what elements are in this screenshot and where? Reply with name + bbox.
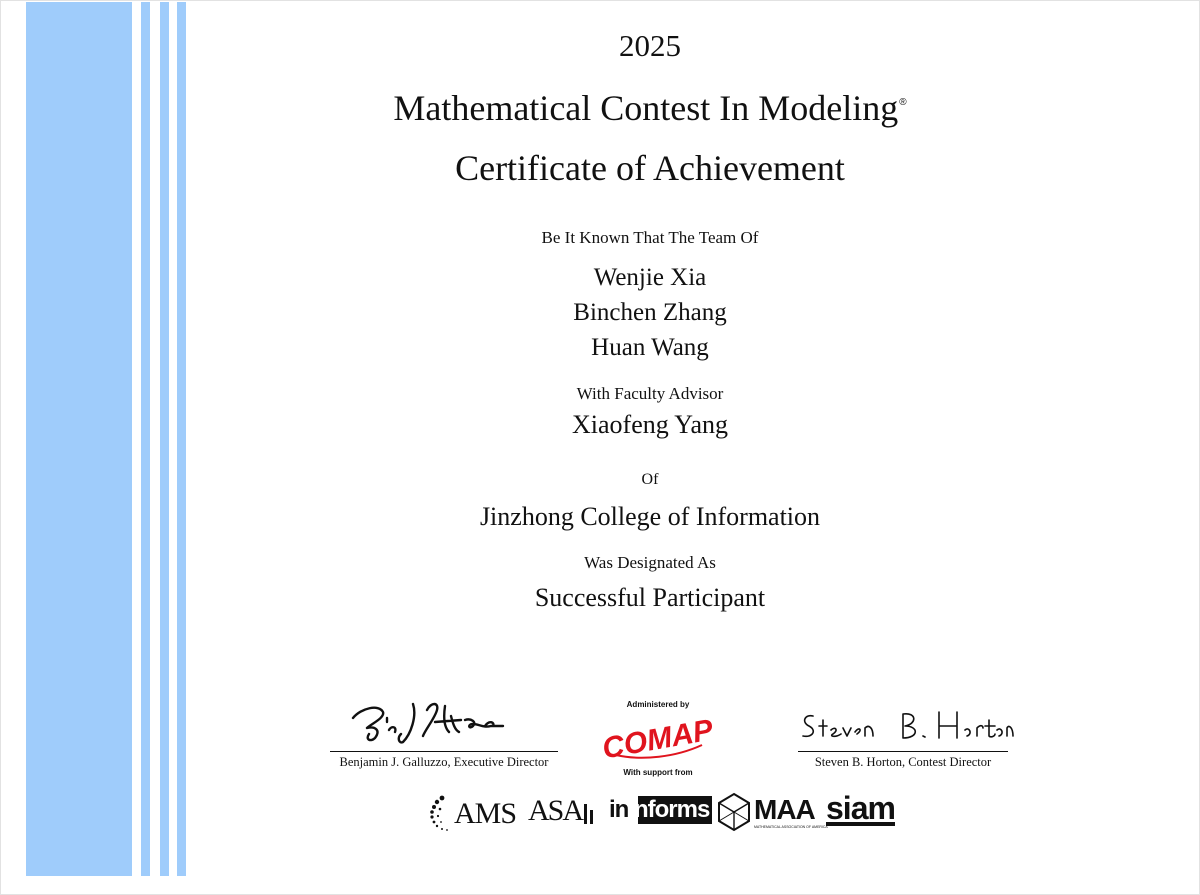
- siam-logo: [826, 790, 895, 826]
- designation-name: Successful Participant: [534, 583, 766, 612]
- of-label: Of: [641, 471, 659, 488]
- registered-mark: ®: [899, 97, 907, 108]
- contest-title: [300, 87, 1000, 129]
- support-label: With support from: [623, 768, 693, 777]
- contest-title-text: Mathematical Contest In Modeling: [393, 88, 899, 128]
- maa-polyhedron-icon: [716, 792, 752, 832]
- ams-dots-icon: [428, 794, 452, 834]
- executive-director-signature-block: [327, 696, 561, 770]
- comap-logo-text: COMAP: [599, 713, 716, 766]
- decorative-stripe-wide: [26, 2, 132, 876]
- informs-text: ininforms: [606, 796, 712, 824]
- maa-logo: [716, 792, 828, 832]
- comap-logo: [599, 711, 716, 766]
- maa-text: MAA: [754, 794, 815, 825]
- executive-director-signature: [327, 696, 561, 746]
- contest-director-caption: Steven B. Horton, Contest Director: [814, 755, 992, 769]
- asa-logo: [528, 794, 596, 828]
- decorative-stripe-thin-1: [141, 2, 150, 876]
- executive-director-caption: Benjamin J. Galluzzo, Executive Director: [339, 755, 549, 769]
- certificate-subtitle: Certificate of Achievement: [455, 148, 845, 188]
- asa-text: ASA: [528, 794, 583, 827]
- comap-block: [598, 700, 718, 777]
- ams-text: AMS: [454, 797, 517, 830]
- maa-text-group: [754, 795, 828, 829]
- administered-by-label: Administered by: [626, 700, 690, 709]
- informs-logo: [606, 796, 712, 824]
- decorative-stripe-thin-2: [160, 2, 169, 876]
- informs-text-inner: informs: [628, 796, 710, 823]
- siam-text: siam: [826, 790, 895, 826]
- maa-subtitle: MATHEMATICAL ASSOCIATION OF AMERICA: [754, 825, 828, 829]
- known-text: Be It Known That The Team Of: [541, 228, 759, 247]
- team-member-3: Huan Wang: [591, 334, 709, 361]
- advisor-name: Xiaofeng Yang: [572, 410, 728, 439]
- ams-logo: [428, 794, 516, 834]
- certificate-year: 2025: [619, 28, 681, 63]
- contest-director-signature-block: [793, 706, 1013, 770]
- contest-director-signature: [793, 706, 1013, 746]
- team-member-1: Wenjie Xia: [593, 264, 707, 291]
- advisor-label: With Faculty Advisor: [576, 384, 724, 403]
- asa-bars-icon: [582, 796, 596, 826]
- decorative-stripe-thin-3: [177, 2, 186, 876]
- designation-label: Was Designated As: [584, 553, 716, 572]
- institution-name: Jinzhong College of Information: [479, 502, 821, 531]
- team-member-2: Binchen Zhang: [573, 299, 727, 326]
- sponsor-logos: [428, 790, 928, 834]
